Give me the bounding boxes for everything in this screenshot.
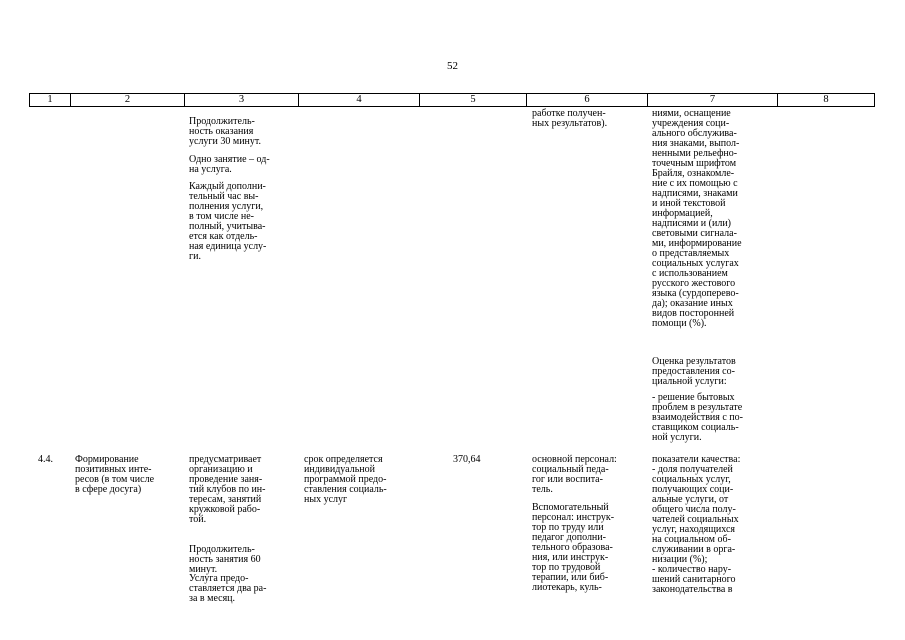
- extra-hour-text: Каждый дополни- тельный час вы- полнения услуги, в том числе не- полный, учитыва- ется как отдель- ная единица услу- ги.: [189, 181, 267, 262]
- quality-indicators-text: показатели качества: - доля получателей социальных услуг, получающих соци- альные услуги, от общего числа полу- чателей социальных услуг, находящихся на социальном об- служивании в орга- низации (%); - количество нару- шений санитарного законодательства в: [652, 454, 741, 595]
- column-number-1: 1: [30, 94, 71, 106]
- tariff-value: 370,64: [453, 454, 481, 465]
- column-number-6: 6: [527, 94, 648, 106]
- column-number-4: 4: [299, 94, 420, 106]
- session-unit-text: Одно занятие – од- на услуга.: [189, 154, 270, 175]
- evaluation-heading-text: Оценка результатов предоставления со- циальной услуги:: [652, 356, 736, 387]
- main-staff-text: основной персонал: социальный педа- гог или воспита- тель.: [532, 454, 617, 495]
- auxiliary-staff-text: Вспомогательный персонал: инструк- тор по труду или педагог дополни- тельного образова- ния, или инструк- тор по трудовой терапии, или биб- лиотекарь, куль-: [532, 502, 615, 593]
- frequency-text: Услуга предо- ставляется два ра- за в месяц.: [189, 573, 267, 604]
- column-number-2: 2: [71, 94, 185, 106]
- column-number-3: 3: [185, 94, 299, 106]
- evaluation-criterion-text: - решение бытовых проблем в результате взаимодействия с по- ставщиком социаль- ной услуги.: [652, 392, 743, 443]
- column-number-7: 7: [648, 94, 778, 106]
- service-description: предусматривает организацию и проведение заня- тий клубов по ин- тересам, занятий кружковой рабо- той.: [189, 454, 266, 525]
- column-number-8: 8: [823, 94, 829, 105]
- continued-col6-text: работке получен- ных результатов).: [532, 108, 608, 129]
- continued-col7-text: ниями, оснащение учреждения соци- ального обслужива- ния знаками, выпол- ненными рельефно- точечным шрифтом Брайля, ознакомле- ние с их помощью с надписями, знаками и иной текстовой информацией, надписями и (или) световыми сигнала- ми, информирование о представляемых социальных услугах с использованием русского жестового языка (сурдоперево- да); оказание иных видов посторонней помощи (%).: [652, 108, 742, 329]
- service-name: Формирование позитивных инте- ресов (в том числе в сфере досуга): [75, 454, 155, 495]
- page-number: 52: [447, 60, 458, 72]
- column-number-5: 5: [420, 94, 527, 106]
- row-number: 4.4.: [38, 454, 53, 465]
- term-text: срок определяется индивидуальной программой предо- ставления социаль- ных услуг: [304, 454, 387, 505]
- service-duration-text: Продолжитель- ность оказания услуги 30 минут.: [189, 116, 262, 147]
- session-duration-text: Продолжитель- ность занятия 60 минут.: [189, 544, 261, 575]
- table-header-row: [29, 93, 875, 107]
